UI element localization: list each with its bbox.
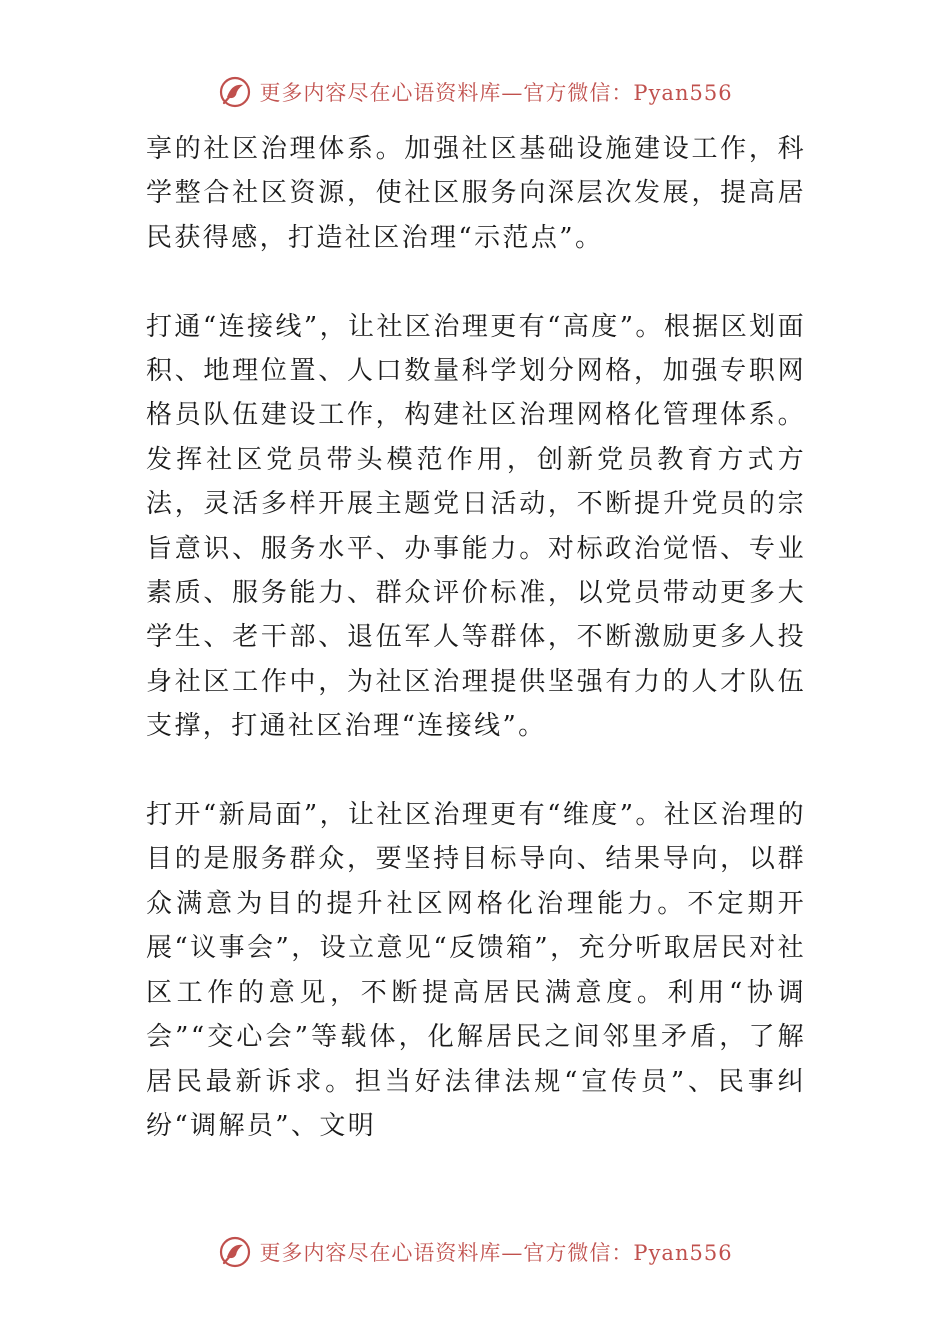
header-banner-text: 更多内容尽在心语资料库—官方微信：Pyan556 (259, 81, 733, 105)
footer-banner (0, 1232, 950, 1272)
paragraph-3: 打开“新局面”，让社区治理更有“维度”。社区治理的目的是服务群众，要坚持目标导向、结果导向，以群众满意为目的提升社区网格化治理能力。不定期开展“议事会”，设立意见“反馈箱”，充分听取居民对社区工作的意见，不断提高居民满意度。利用“协调会”“交心会”等载体，化解居民之间邻里矛盾，了解居民最新诉求。担当好法律法规“宣传员”、民事纠纷“调解员”、文明 (146, 800, 806, 1141)
paragraph-gap (146, 260, 806, 304)
header-banner (0, 72, 950, 112)
footer-banner-text: 更多内容尽在心语资料库—官方微信：Pyan556 (259, 1241, 733, 1265)
paragraph-2: 打通“连接线”，让社区治理更有“高度”。根据区划面积、地理位置、人口数量科学划分网格，加强专职网格员队伍建设工作，构建社区治理网格化管理体系。发挥社区党员带头模范作用，创新党员教育方式方法，灵活多样开展主题党日活动，不断提升党员的宗旨意识、服务水平、办事能力。对标政治觉悟、专业素质、服务能力、群众评价标准，以党员带动更多大学生、老干部、退伍军人等群体，不断激励更多人投身社区工作中，为社区治理提供坚强有力的人才队伍支撑，打通社区治理“连接线”。 (146, 311, 806, 742)
document-body (146, 127, 806, 1148)
seal-logo-icon (217, 74, 253, 110)
paragraph-1: 享的社区治理体系。加强社区基础设施建设工作，科学整合社区资源，使社区服务向深层次发展，提高居民获得感，打造社区治理“示范点”。 (146, 134, 806, 253)
paragraph-gap (146, 749, 806, 793)
seal-logo-icon (217, 1234, 253, 1270)
